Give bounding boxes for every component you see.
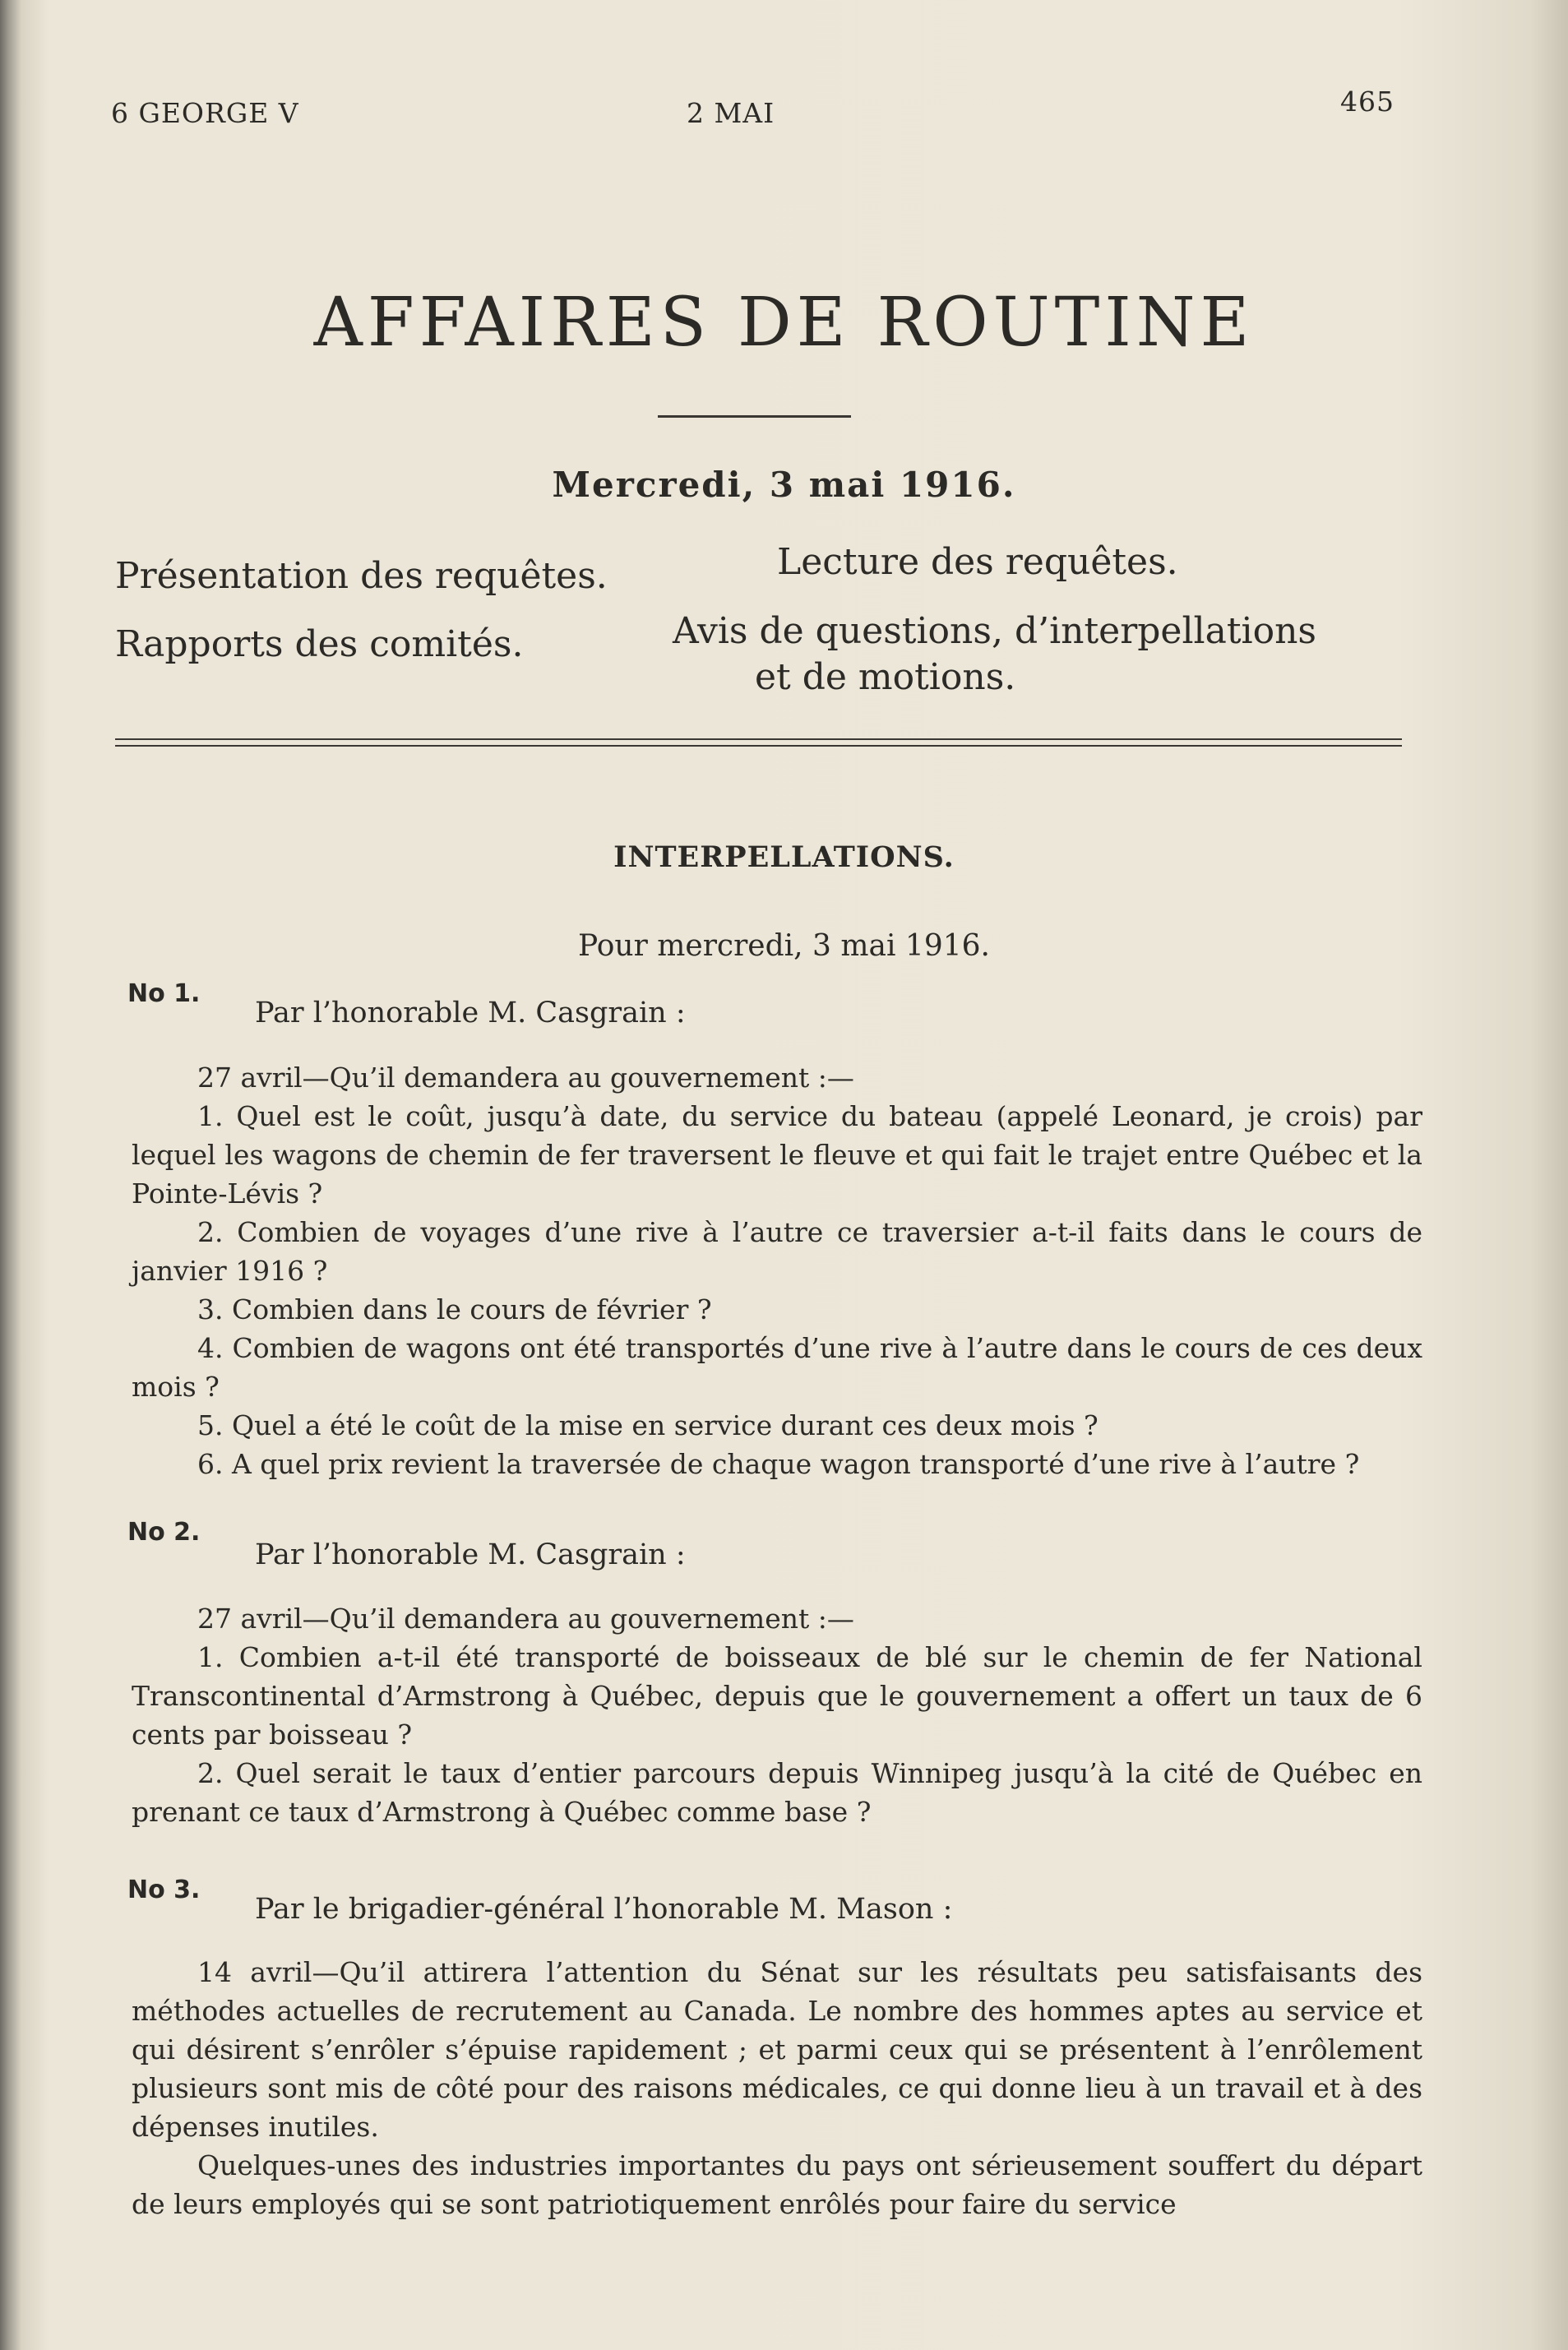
question-author: Par le brigadier-général l’honorable M. Mason : [255, 1893, 953, 1926]
page-number: 465 [1340, 86, 1395, 118]
routine-item-lecture: Lecture des requêtes. [777, 541, 1178, 583]
question-paragraph: 4. Combien de wagons ont été transportés d’une rive à l’autre dans le cours de ces deux mois ? [132, 1332, 1422, 1403]
question-body [132, 1058, 1422, 1483]
question-body [132, 1953, 1422, 2223]
question-paragraph: 1. Combien a-t-il été transporté de boisseaux de blé sur le chemin de fer National Transcontinental d’Armstrong à Québec, depuis que le gouvernement a offert un taux de 6 cents par boisseau ? [132, 1641, 1422, 1751]
question-paragraph: 27 avril—Qu’il demandera au gouvernement :— [197, 1062, 854, 1094]
question-body [132, 1599, 1422, 1831]
question-paragraph: 14 avril—Qu’il attirera l’attention du Sénat sur les résultats peu satisfaisants des méthodes actuelles de recrutement au Canada. Le nombre des hommes aptes au service et qui désirent s’enrôler s’épuise rapidement ; et parmi ceux qui se présentent à l’enrôlement plusieurs sont mis de côté pour des raisons médicales, ce qui donne lieu à un travail et à des dépenses inutiles. [132, 1956, 1422, 2143]
title-rule [658, 415, 851, 418]
question-number: No 3. [127, 1876, 201, 1904]
question-number: No 2. [127, 1518, 201, 1547]
section-title: INTERPELLATIONS. [613, 840, 955, 874]
question-paragraph: 6. A quel prix revient la traversée de chaque wagon transporté d’une rive à l’autre ? [197, 1448, 1360, 1480]
question-paragraph: 5. Quel a été le coût de la mise en service durant ces deux mois ? [197, 1409, 1099, 1441]
section-date: Pour mercredi, 3 mai 1916. [577, 929, 990, 963]
question-paragraph: 2. Combien de voyages d’une rive à l’autre ce traversier a-t-il faits dans le cours de janvier 1916 ? [132, 1216, 1422, 1287]
routine-item-avis-line2: et de motions. [755, 656, 1016, 698]
running-head-left: 6 GEORGE V [111, 97, 299, 129]
question-paragraph: Quelques-unes des industries importantes du pays ont sérieusement souffert du départ de leurs employés qui se sont patriotiquement enrôlés pour faire du service [132, 2149, 1422, 2220]
routine-item-avis-line1: Avis de questions, d’interpellations [673, 610, 1316, 652]
question-number: No 1. [127, 979, 201, 1008]
question-paragraph: 2. Quel serait le taux d’entier parcours depuis Winnipeg jusqu’à la cité de Québec en prenant ce taux d’Armstrong à Québec comme base ? [132, 1757, 1422, 1828]
routine-item-rapports: Rapports des comités. [115, 623, 524, 665]
question-paragraph: 1. Quel est le coût, jusqu’à date, du service du bateau (appelé Leonard, je crois) par lequel les wagons de chemin de fer traversent le fleuve et qui fait le trajet entre Québec et la Pointe-Lévis ? [132, 1100, 1422, 1210]
question-author: Par l’honorable M. Casgrain : [255, 1538, 686, 1571]
running-head-center: 2 MAI [687, 97, 775, 129]
routine-item-presentation: Présentation des requêtes. [115, 555, 608, 597]
section-divider [115, 738, 1402, 747]
page-title: AFFAIRES DE ROUTINE [313, 284, 1255, 362]
question-paragraph: 27 avril—Qu’il demandera au gouvernement :— [197, 1603, 854, 1635]
question-paragraph: 3. Combien dans le cours de février ? [197, 1293, 712, 1325]
question-author: Par l’honorable M. Casgrain : [255, 997, 686, 1029]
sitting-date: Mercredi, 3 mai 1916. [552, 465, 1016, 505]
